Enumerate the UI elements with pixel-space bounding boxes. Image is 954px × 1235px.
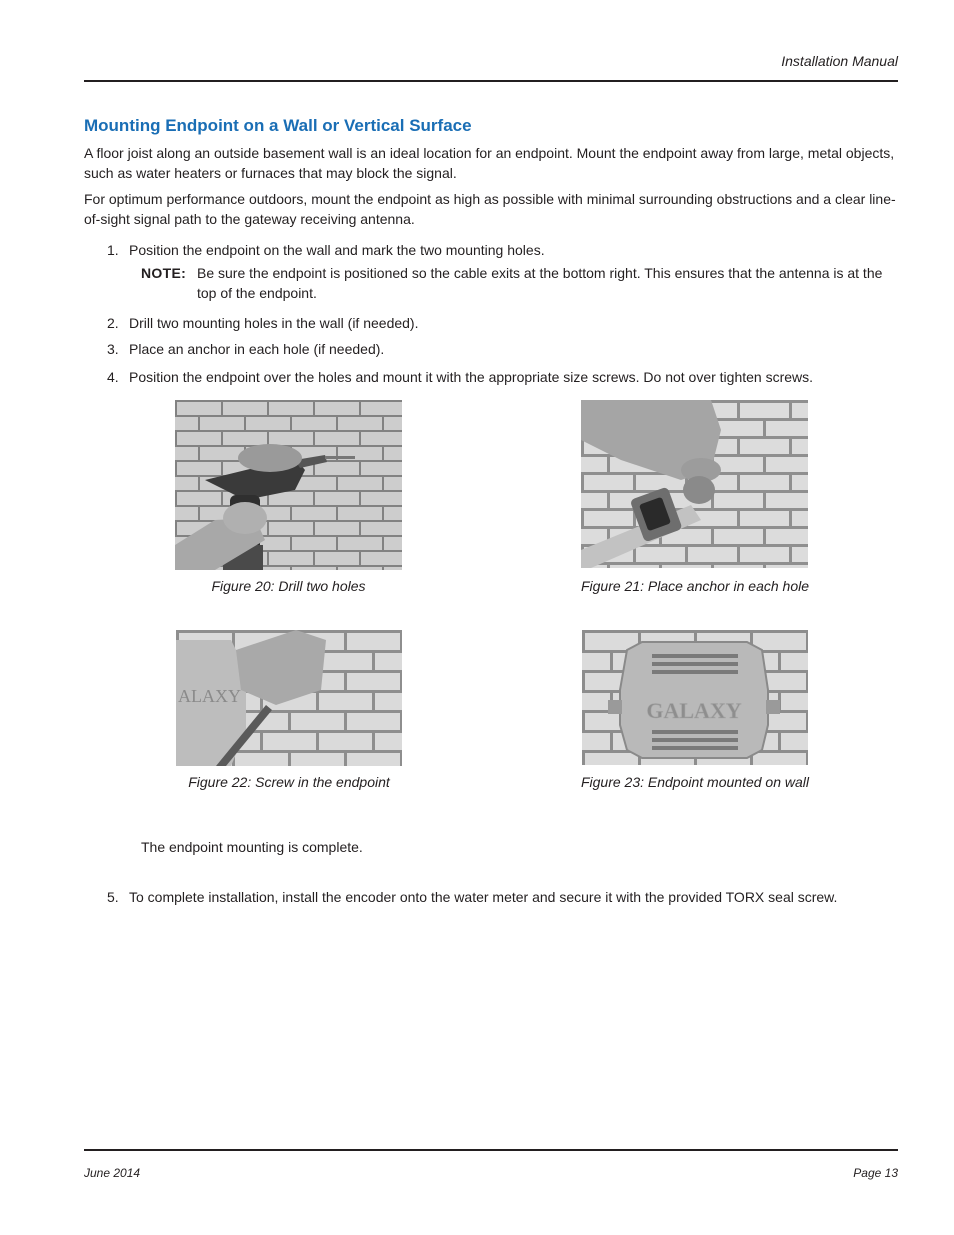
step-4 — [107, 368, 899, 388]
note-label: NOTE: — [141, 265, 187, 281]
step-number: 3. — [107, 341, 119, 357]
step-text: Place an anchor in each hole (if needed). — [129, 341, 385, 357]
step-text: Position the endpoint on the wall and mark the two mounting holes. — [129, 242, 545, 258]
section-heading: Mounting Endpoint on a Wall or Vertical Surface — [84, 116, 472, 135]
step-number: 1. — [107, 242, 119, 258]
step-text: To complete installation, install the encoder onto the water meter and secure it with the provided TORX seal screw. — [129, 889, 838, 905]
step-2 — [107, 314, 899, 334]
figure-23-photo — [582, 630, 808, 765]
step-text: Position the endpoint over the holes and mount it with the appropriate size screws. Do not over tighten screws. — [129, 369, 814, 385]
svg-text:ALAXY: ALAXY — [178, 686, 241, 706]
note-block — [141, 264, 899, 303]
figure-21-caption: Figure 21: Place anchor in each hole — [580, 578, 810, 594]
galaxy-logo: GALAXY — [646, 698, 742, 723]
footer-date: June 2014 — [84, 1166, 141, 1180]
figure-22-caption: Figure 22: Screw in the endpoint — [188, 774, 390, 790]
step-number: 5. — [107, 889, 119, 905]
step-number: 4. — [107, 369, 119, 385]
running-header: Installation Manual — [781, 53, 898, 69]
step-1 — [107, 241, 899, 261]
completion-text: The endpoint mounting is complete. — [141, 839, 363, 855]
step-5 — [107, 888, 899, 908]
figure-22-photo — [176, 630, 402, 766]
intro-paragraph: A floor joist along an outside basement wall is an ideal location for an endpoint. Mount the endpoint away from large, metal objects, such as water heaters or furnaces that may block the signal. — [84, 145, 895, 181]
figure-23-caption: Figure 23: Endpoint mounted on wall — [580, 774, 810, 790]
step-3 — [107, 340, 899, 360]
figure-21-photo — [581, 400, 808, 568]
footer-page-number: Page 13 — [853, 1166, 898, 1180]
note-text: Be sure the endpoint is positioned so the cable exits at the bottom right. This ensures that the antenna is at the top of the endpoint. — [197, 265, 883, 301]
figure-20-caption: Figure 20: Drill two holes — [211, 578, 366, 594]
step-text: Drill two mounting holes in the wall (if needed). — [129, 315, 419, 331]
footer-rule — [84, 1149, 898, 1151]
outdoor-paragraph: For optimum performance outdoors, mount the endpoint as high as possible with minimal surrounding obstructions and a clear line-of-sight signal path to the gateway receiving antenna. — [84, 191, 896, 227]
figure-20-photo — [175, 400, 402, 570]
header-rule — [84, 80, 898, 82]
step-number: 2. — [107, 315, 119, 331]
